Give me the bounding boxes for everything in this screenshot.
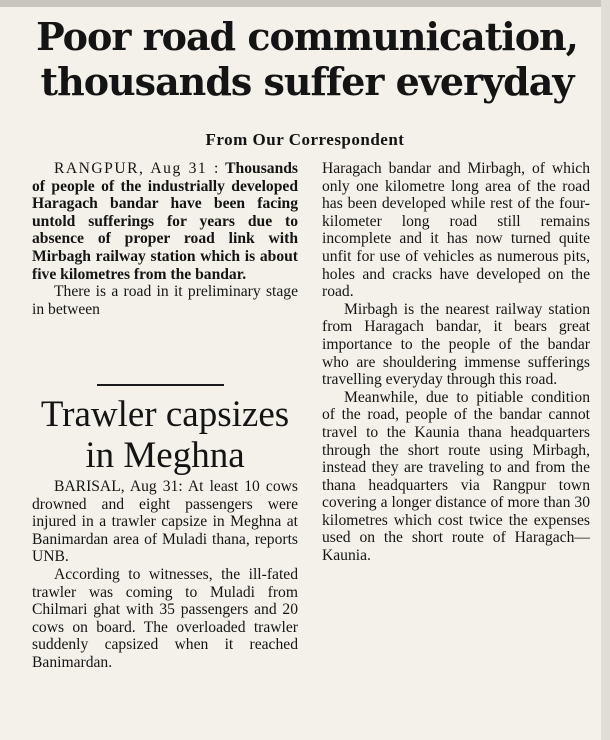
article1-para-4: Meanwhile, due to pitiable condition of the road, people of the bandar cannot travel to the Kaunia thana headquarters through the short route using Mirbagh, instead they are traveling to and from the thana headquarters via Rangpur town covering a longer distance of more than 30 kilometres which cost twice the expenses used on the short route of Haragach—Kaunia. [322,388,590,565]
dateline: RANGPUR, Aug 31 : [54,160,220,177]
lead-text: Thousands of people of the industrially developed Haragach bandar have been facing untold sufferings for years due to absence of proper road link with Mirbagh railway station which is about five kilometres from the bandar. [32,160,298,283]
article1-para-1 [32,160,298,283]
article1-para-2: There is a road in it preliminary stage in between [32,283,298,318]
article1-para-3: Mirbagh is the nearest railway station from Haragach bandar, it bears great importance to the people of the bandar who are shouldering immense sufferings travelling everyday through this road. [322,300,590,389]
article2-para-1: BARISAL, Aug 31: At least 10 cows drowned and eight passengers were injured in a trawler capsize in Meghna at Banimardan area of Muladi thana, reports UNB. [32,478,298,566]
article1-column-left [32,160,298,318]
article1-para-2-continued: Haragach bandar and Mirbagh, of which only one kilometre long area of the road has been developed while rest of the four-kilometer long road still remains incomplete and it has now turned quite unfit for use of vehicles as numerous pits, holes and cracks have developed on the road. [322,160,590,301]
main-headline: Poor road communication, thousands suffer everyday [36,14,578,104]
scan-top-edge [0,0,610,7]
section-divider [97,384,224,386]
article2-para-2: According to witnesses, the ill-fated trawler was coming to Muladi from Chilmari ghat with 35 passengers and 20 cows on board. The overloaded trawler suddenly capsized when it reached Banimardan. [32,565,298,671]
second-headline: Trawler capsizes in Meghna [40,394,290,476]
article1-column-right [322,160,590,565]
article2-column [32,478,298,672]
scan-right-edge [601,0,610,740]
byline: From Our Correspondent [205,130,405,149]
